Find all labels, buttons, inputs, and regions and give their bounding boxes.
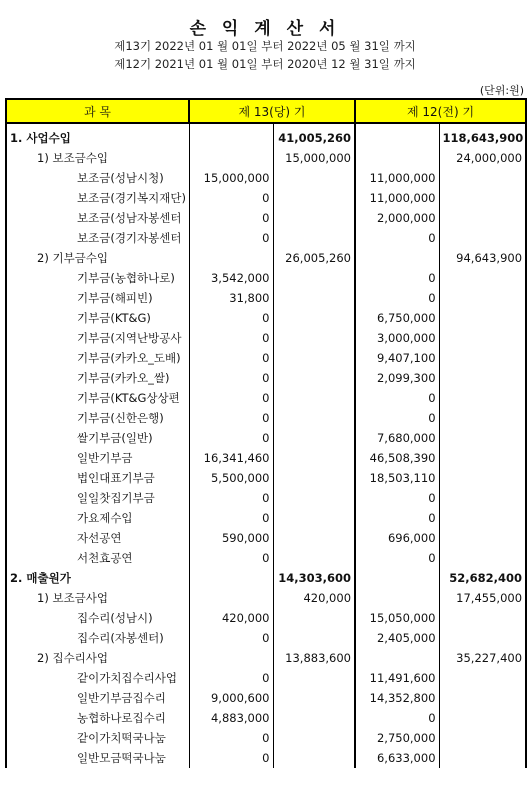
row-label: 집수리(자봉센터)	[6, 628, 189, 648]
current-total-amount	[273, 528, 355, 548]
table-row	[6, 408, 526, 428]
row-label: 일반기부금집수리	[6, 688, 189, 708]
current-detail-amount: 3,542,000	[189, 268, 273, 288]
table-row	[6, 728, 526, 748]
current-detail-amount: 15,000,000	[189, 168, 273, 188]
table-row	[6, 228, 526, 248]
prior-detail-amount: 2,099,300	[355, 368, 439, 388]
table-row	[6, 568, 526, 588]
table-row	[6, 648, 526, 668]
prior-detail-amount	[355, 588, 439, 608]
current-detail-amount: 590,000	[189, 528, 273, 548]
prior-total-amount	[439, 668, 526, 688]
current-detail-amount	[189, 648, 273, 668]
table-row	[6, 308, 526, 328]
current-detail-amount	[189, 588, 273, 608]
page-title: 손 익 계 산 서	[189, 19, 341, 39]
current-total-amount	[273, 508, 355, 528]
table-row	[6, 428, 526, 448]
current-total-amount	[273, 188, 355, 208]
header-current-period: 제 13(당) 기	[189, 99, 355, 123]
table-row	[6, 288, 526, 308]
prior-total-amount	[439, 208, 526, 228]
prior-total-amount	[439, 408, 526, 428]
prior-detail-amount: 2,750,000	[355, 728, 439, 748]
table-row	[6, 348, 526, 368]
table-row	[6, 268, 526, 288]
current-total-amount: 420,000	[273, 588, 355, 608]
current-detail-amount: 0	[189, 488, 273, 508]
prior-detail-amount	[355, 123, 439, 148]
prior-total-amount	[439, 728, 526, 748]
current-total-amount: 14,303,600	[273, 568, 355, 588]
current-detail-amount: 0	[189, 668, 273, 688]
current-detail-amount: 9,000,600	[189, 688, 273, 708]
table-row	[6, 368, 526, 388]
current-total-amount	[273, 708, 355, 728]
table-body	[6, 123, 526, 768]
current-total-amount	[273, 608, 355, 628]
table-row	[6, 168, 526, 188]
current-total-amount	[273, 748, 355, 768]
current-total-amount: 15,000,000	[273, 148, 355, 168]
prior-total-amount	[439, 168, 526, 188]
prior-total-amount: 17,455,000	[439, 588, 526, 608]
current-total-amount: 13,883,600	[273, 648, 355, 668]
prior-detail-amount: 0	[355, 488, 439, 508]
current-detail-amount: 420,000	[189, 608, 273, 628]
prior-detail-amount: 0	[355, 548, 439, 568]
table-header-row	[6, 99, 526, 123]
current-total-amount	[273, 488, 355, 508]
prior-total-amount: 118,643,900	[439, 123, 526, 148]
prior-total-amount	[439, 328, 526, 348]
prior-total-amount	[439, 288, 526, 308]
row-label: 서천효공연	[6, 548, 189, 568]
row-label: 같이가치집수리사업	[6, 668, 189, 688]
current-detail-amount: 0	[189, 728, 273, 748]
row-label: 기부금(지역난방공사	[6, 328, 189, 348]
current-total-amount	[273, 388, 355, 408]
table-row	[6, 668, 526, 688]
prior-detail-amount: 696,000	[355, 528, 439, 548]
prior-detail-amount: 11,000,000	[355, 188, 439, 208]
row-label: 2) 집수리사업	[6, 648, 189, 668]
current-total-amount	[273, 328, 355, 348]
table-row	[6, 588, 526, 608]
table-row	[6, 688, 526, 708]
current-total-amount	[273, 408, 355, 428]
current-total-amount	[273, 288, 355, 308]
current-detail-amount: 16,341,460	[189, 448, 273, 468]
table-row	[6, 388, 526, 408]
unit-label: (단위:원)	[479, 84, 524, 97]
row-label: 1) 보조금수입	[6, 148, 189, 168]
row-label: 집수리(성남시)	[6, 608, 189, 628]
current-total-amount	[273, 268, 355, 288]
row-label: 기부금(신한은행)	[6, 408, 189, 428]
row-label: 보조금(경기복지재단)	[6, 188, 189, 208]
row-label: 기부금(해피빈)	[6, 288, 189, 308]
table-row	[6, 608, 526, 628]
table-row	[6, 468, 526, 488]
current-detail-amount: 0	[189, 188, 273, 208]
table-row	[6, 328, 526, 348]
prior-detail-amount: 2,405,000	[355, 628, 439, 648]
prior-total-amount	[439, 688, 526, 708]
current-detail-amount	[189, 148, 273, 168]
current-detail-amount: 31,800	[189, 288, 273, 308]
prior-total-amount	[439, 548, 526, 568]
table-row	[6, 148, 526, 168]
prior-total-amount	[439, 308, 526, 328]
table-row	[6, 123, 526, 148]
current-detail-amount: 0	[189, 368, 273, 388]
table-row	[6, 508, 526, 528]
prior-total-amount	[439, 528, 526, 548]
prior-total-amount	[439, 368, 526, 388]
current-detail-amount	[189, 248, 273, 268]
prior-total-amount: 94,643,900	[439, 248, 526, 268]
current-total-amount	[273, 348, 355, 368]
table-row	[6, 748, 526, 768]
current-detail-amount: 0	[189, 328, 273, 348]
current-total-amount	[273, 308, 355, 328]
prior-detail-amount: 11,491,600	[355, 668, 439, 688]
prior-total-amount	[439, 508, 526, 528]
prior-detail-amount: 0	[355, 288, 439, 308]
current-total-amount	[273, 668, 355, 688]
current-detail-amount: 0	[189, 208, 273, 228]
prior-total-amount: 24,000,000	[439, 148, 526, 168]
prior-detail-amount: 0	[355, 228, 439, 248]
table-row	[6, 488, 526, 508]
period-current: 제13기 2022년 01 월 01일 부터 2022년 05 월 31일 까지	[114, 39, 416, 53]
current-detail-amount: 0	[189, 628, 273, 648]
prior-detail-amount: 0	[355, 268, 439, 288]
table-row	[6, 188, 526, 208]
current-detail-amount	[189, 123, 273, 148]
table-row	[6, 448, 526, 468]
row-label: 기부금(카카오_도배)	[6, 348, 189, 368]
prior-detail-amount: 15,050,000	[355, 608, 439, 628]
row-label: 가요제수입	[6, 508, 189, 528]
current-detail-amount: 4,883,000	[189, 708, 273, 728]
prior-total-amount	[439, 228, 526, 248]
prior-total-amount	[439, 348, 526, 368]
prior-detail-amount: 0	[355, 708, 439, 728]
prior-detail-amount: 2,000,000	[355, 208, 439, 228]
prior-total-amount	[439, 188, 526, 208]
prior-detail-amount: 0	[355, 508, 439, 528]
row-label: 같이가치떡국나눔	[6, 728, 189, 748]
current-total-amount: 26,005,260	[273, 248, 355, 268]
current-detail-amount: 5,500,000	[189, 468, 273, 488]
prior-total-amount: 35,227,400	[439, 648, 526, 668]
current-detail-amount: 0	[189, 408, 273, 428]
prior-total-amount	[439, 428, 526, 448]
prior-total-amount	[439, 628, 526, 648]
current-total-amount	[273, 688, 355, 708]
row-label: 일일찻집기부금	[6, 488, 189, 508]
row-label: 기부금(KT&G)	[6, 308, 189, 328]
table-row	[6, 208, 526, 228]
prior-detail-amount: 7,680,000	[355, 428, 439, 448]
row-label: 자선공연	[6, 528, 189, 548]
prior-total-amount	[439, 468, 526, 488]
row-label: 농협하나로집수리	[6, 708, 189, 728]
current-total-amount	[273, 228, 355, 248]
prior-detail-amount: 14,352,800	[355, 688, 439, 708]
row-label: 1) 보조금사업	[6, 588, 189, 608]
prior-detail-amount	[355, 648, 439, 668]
prior-detail-amount: 0	[355, 408, 439, 428]
income-statement-table	[5, 98, 527, 768]
current-total-amount	[273, 728, 355, 748]
current-detail-amount: 0	[189, 748, 273, 768]
row-label: 법인대표기부금	[6, 468, 189, 488]
table-row	[6, 708, 526, 728]
current-total-amount	[273, 168, 355, 188]
prior-detail-amount	[355, 148, 439, 168]
current-total-amount	[273, 428, 355, 448]
row-label: 보조금(성남자봉센터	[6, 208, 189, 228]
prior-detail-amount: 3,000,000	[355, 328, 439, 348]
prior-detail-amount	[355, 568, 439, 588]
current-total-amount	[273, 468, 355, 488]
row-label: 일반모금떡국나눔	[6, 748, 189, 768]
row-label: 보조금(경기자봉센터	[6, 228, 189, 248]
row-label: 쌀기부금(일반)	[6, 428, 189, 448]
row-label: 기부금(농협하나로)	[6, 268, 189, 288]
prior-detail-amount: 46,508,390	[355, 448, 439, 468]
current-detail-amount	[189, 568, 273, 588]
prior-total-amount: 52,682,400	[439, 568, 526, 588]
row-label: 1. 사업수입	[6, 123, 189, 148]
current-detail-amount: 0	[189, 548, 273, 568]
current-total-amount	[273, 628, 355, 648]
prior-detail-amount	[355, 248, 439, 268]
prior-detail-amount: 6,633,000	[355, 748, 439, 768]
prior-detail-amount: 18,503,110	[355, 468, 439, 488]
table-row	[6, 628, 526, 648]
header-prior-period: 제 12(전) 기	[355, 99, 526, 123]
row-label: 일반기부금	[6, 448, 189, 468]
period-prior: 제12기 2021년 01 월 01일 부터 2020년 12 월 31일 까지	[114, 57, 416, 71]
row-label: 보조금(성남시청)	[6, 168, 189, 188]
row-label: 기부금(카카오_쌀)	[6, 368, 189, 388]
header-subject: 과 목	[6, 99, 189, 123]
current-total-amount	[273, 208, 355, 228]
current-detail-amount: 0	[189, 348, 273, 368]
row-label: 2. 매출원가	[6, 568, 189, 588]
row-label: 기부금(KT&G상상편	[6, 388, 189, 408]
current-detail-amount: 0	[189, 308, 273, 328]
prior-total-amount	[439, 608, 526, 628]
current-detail-amount: 0	[189, 428, 273, 448]
current-total-amount: 41,005,260	[273, 123, 355, 148]
prior-total-amount	[439, 448, 526, 468]
current-total-amount	[273, 548, 355, 568]
prior-total-amount	[439, 708, 526, 728]
row-label: 2) 기부금수입	[6, 248, 189, 268]
prior-detail-amount: 6,750,000	[355, 308, 439, 328]
table-row	[6, 248, 526, 268]
prior-total-amount	[439, 748, 526, 768]
prior-detail-amount: 9,407,100	[355, 348, 439, 368]
prior-total-amount	[439, 268, 526, 288]
current-detail-amount: 0	[189, 388, 273, 408]
prior-total-amount	[439, 488, 526, 508]
table-row	[6, 548, 526, 568]
current-total-amount	[273, 368, 355, 388]
current-detail-amount: 0	[189, 508, 273, 528]
prior-total-amount	[439, 388, 526, 408]
table-row	[6, 528, 526, 548]
prior-detail-amount: 0	[355, 388, 439, 408]
current-detail-amount: 0	[189, 228, 273, 248]
prior-detail-amount: 11,000,000	[355, 168, 439, 188]
current-total-amount	[273, 448, 355, 468]
